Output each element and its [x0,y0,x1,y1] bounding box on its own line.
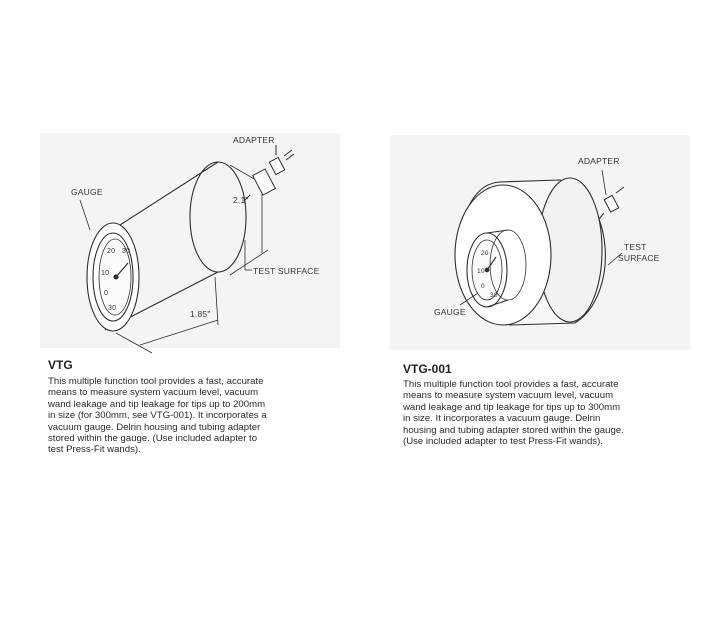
svg-text:10: 10 [101,270,110,277]
gauge-label: GAUGE [71,187,103,197]
svg-text:0: 0 [481,283,485,290]
svg-text:0: 0 [104,290,109,297]
vtg-001-panel [390,125,690,475]
vtg-001-title: VTG-001 [403,362,452,376]
height-dimension: 2.1" [233,195,249,205]
vtg-001-drawing [390,125,690,355]
svg-text:20: 20 [481,250,489,257]
length-dimension: 1.85" [190,309,211,319]
adapter-label: ADAPTER [578,156,620,166]
vtg-title: VTG [48,358,73,372]
vtg-001-description: This multiple function tool provides a fast, accurate means to measure system vacuum level, vacuum wand leakage and tip leakage for tips up to 300mm in size. It incorporates a vacuum gauge. Delrin housing and tubing adapter stored within the gauge. (Use included adapter to test Press-Fit wands). [403,379,624,448]
gauge-label: GAUGE [434,307,466,317]
test-label: TEST [624,242,647,252]
svg-text:30: 30 [122,248,131,255]
svg-text:30: 30 [490,292,498,299]
svg-text:10: 10 [477,268,485,275]
vtg-description: This multiple function tool provides a fast, accurate means to measure system vacuum level, vacuum wand leakage and tip leakage for tips up to 200mm in size (for 300mm, see VTG-001). It incorporates a vacuum gauge. Delrin housing and tubing adapter stored within the gauge. (Use included adapter to test Press-Fit wands). [48,376,267,456]
vtg-drawing [40,125,340,355]
adapter-label: ADAPTER [233,135,275,145]
test-surface-label: TEST SURFACE [253,266,320,276]
surface-label: SURFACE [618,253,660,263]
svg-text:30: 30 [108,305,117,312]
svg-text:20: 20 [107,248,116,255]
vtg-panel [40,125,340,475]
